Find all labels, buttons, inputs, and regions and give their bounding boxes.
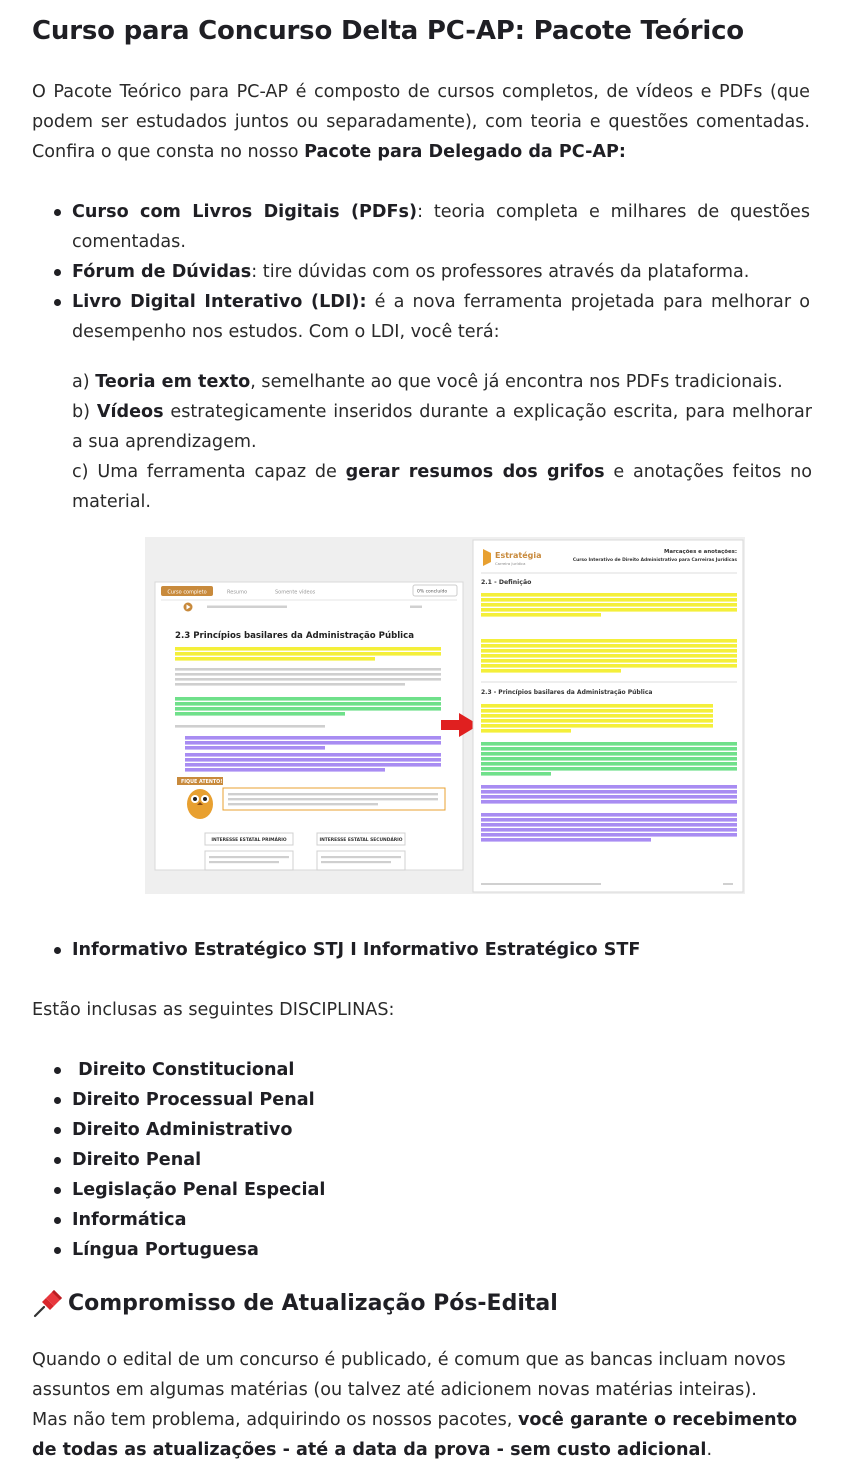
ldi-text: estrategicamente inseridos durante a explicação escrita, para melhorar a sua aprendizagem. — [72, 402, 812, 452]
features-list — [32, 197, 810, 347]
ldi-prefix: a) — [72, 372, 96, 392]
update-end: . — [706, 1440, 713, 1460]
owl-mascot-icon — [187, 789, 213, 819]
update-paragraph: Quando o edital de um concurso é publicado, é comum que as bancas incluam novos assuntos em algumas matérias (ou talvez até adicionem novas matérias inteiras). — [32, 1350, 786, 1400]
ldi-text: , semelhante ao que você já encontra nos PDFs tradicionais. — [250, 372, 783, 392]
ldi-bold: Teoria em texto — [95, 372, 251, 392]
ldi-prefix: b) — [72, 402, 97, 422]
tab-label: Resumo — [227, 589, 248, 596]
update-paragraph — [32, 1405, 810, 1465]
intro-text: O Pacote Teórico para PC-AP é composto de cursos completos, de vídeos e PDFs (que podem ser estudados juntos ou separadamente), com teoria e questões comentadas. Confira o que consta no nosso — [32, 82, 810, 162]
section-heading: 2.1 - Definição — [481, 579, 532, 586]
list-item — [32, 287, 810, 347]
feature-text: : teoria completa e milhares de questões comentadas. — [72, 202, 810, 252]
ldi-item — [72, 367, 812, 397]
feature-text: : tire dúvidas com os professores através da plataforma. — [251, 262, 750, 282]
right-header-sub: Curso Interativo de Direito Administrativo para Carreiras Jurídicas — [572, 558, 737, 563]
ldi-item — [72, 457, 812, 517]
update-bold: você garante o recebimento de todas as atualizações - até a data da prova - sem custo adicional — [32, 1410, 798, 1460]
right-header: Marcações e anotações: — [664, 549, 737, 555]
ldi-item — [72, 397, 812, 457]
list-item — [32, 935, 810, 965]
table-header: INTERESSE ESTATAL PRIMÁRIO — [211, 838, 287, 843]
brand-sub: Carreira Jurídica — [495, 561, 526, 566]
disciplines-intro: Estão inclusas as seguintes DISCIPLINAS: — [32, 1000, 395, 1020]
pushpin-icon — [32, 1288, 64, 1318]
update-text: Mas não tem problema, adquirindo os nossos pacotes, — [32, 1410, 518, 1430]
figure-heading: 2.3 Princípios basilares da Administração Pública — [175, 631, 415, 641]
ldi-prefix: c) Uma ferramenta capaz de — [72, 462, 346, 482]
intro-paragraph — [32, 77, 810, 167]
update-section-body — [32, 1345, 810, 1465]
ldi-bold: gerar resumos dos grifos — [345, 462, 605, 482]
disciplines-list — [32, 1055, 810, 1265]
ldi-text: e anotações feitos no material. — [72, 462, 812, 512]
list-item — [32, 197, 810, 257]
feature-bold: Livro Digital Interativo (LDI): — [72, 292, 367, 312]
newsletter-list — [32, 935, 810, 965]
ldi-bold: Vídeos — [96, 402, 164, 422]
section-heading: 2.3 - Princípios basilares da Administração Pública — [481, 689, 653, 696]
list-item: Direito Penal — [32, 1145, 810, 1175]
tab-label: Somente vídeos — [275, 589, 316, 596]
newsletter-label: Informativo Estratégico STJ I Informativo Estratégico STF — [72, 940, 641, 960]
list-item: Legislação Penal Especial — [32, 1175, 810, 1205]
list-item: Direito Constitucional — [32, 1055, 810, 1085]
table-header: INTERESSE ESTATAL SECUNDÁRIO — [319, 838, 403, 843]
feature-text: é a nova ferramenta projetada para melhorar o desempenho nos estudos. Com o LDI, você terá: — [72, 292, 810, 342]
list-item — [32, 257, 810, 287]
intro-bold: Pacote para Delegado da PC-AP: — [304, 142, 626, 162]
feature-bold: Fórum de Dúvidas — [72, 262, 252, 282]
progress-label: 0% concluído — [417, 589, 448, 595]
update-title-text: Compromisso de Atualização Pós-Edital — [68, 1290, 558, 1316]
tab-label: Curso completo — [167, 589, 207, 596]
page-title: Curso para Concurso Delta PC-AP: Pacote Teórico — [32, 16, 744, 46]
right-panel — [473, 540, 743, 892]
feature-bold: Curso com Livros Digitais (PDFs) — [72, 202, 418, 222]
update-section-title — [32, 1288, 558, 1318]
list-item: Língua Portuguesa — [32, 1235, 810, 1265]
alert-label: FIQUE ATENTO! — [181, 780, 223, 785]
list-item: Direito Administrativo — [32, 1115, 810, 1145]
list-item: Direito Processual Penal — [32, 1085, 810, 1115]
ldi-screenshot-figure — [145, 537, 745, 894]
brand-name: Estratégia — [495, 551, 542, 560]
left-panel — [155, 582, 463, 870]
ldi-illustration — [145, 537, 745, 894]
ldi-items — [72, 367, 812, 517]
list-item: Informática — [32, 1205, 810, 1235]
